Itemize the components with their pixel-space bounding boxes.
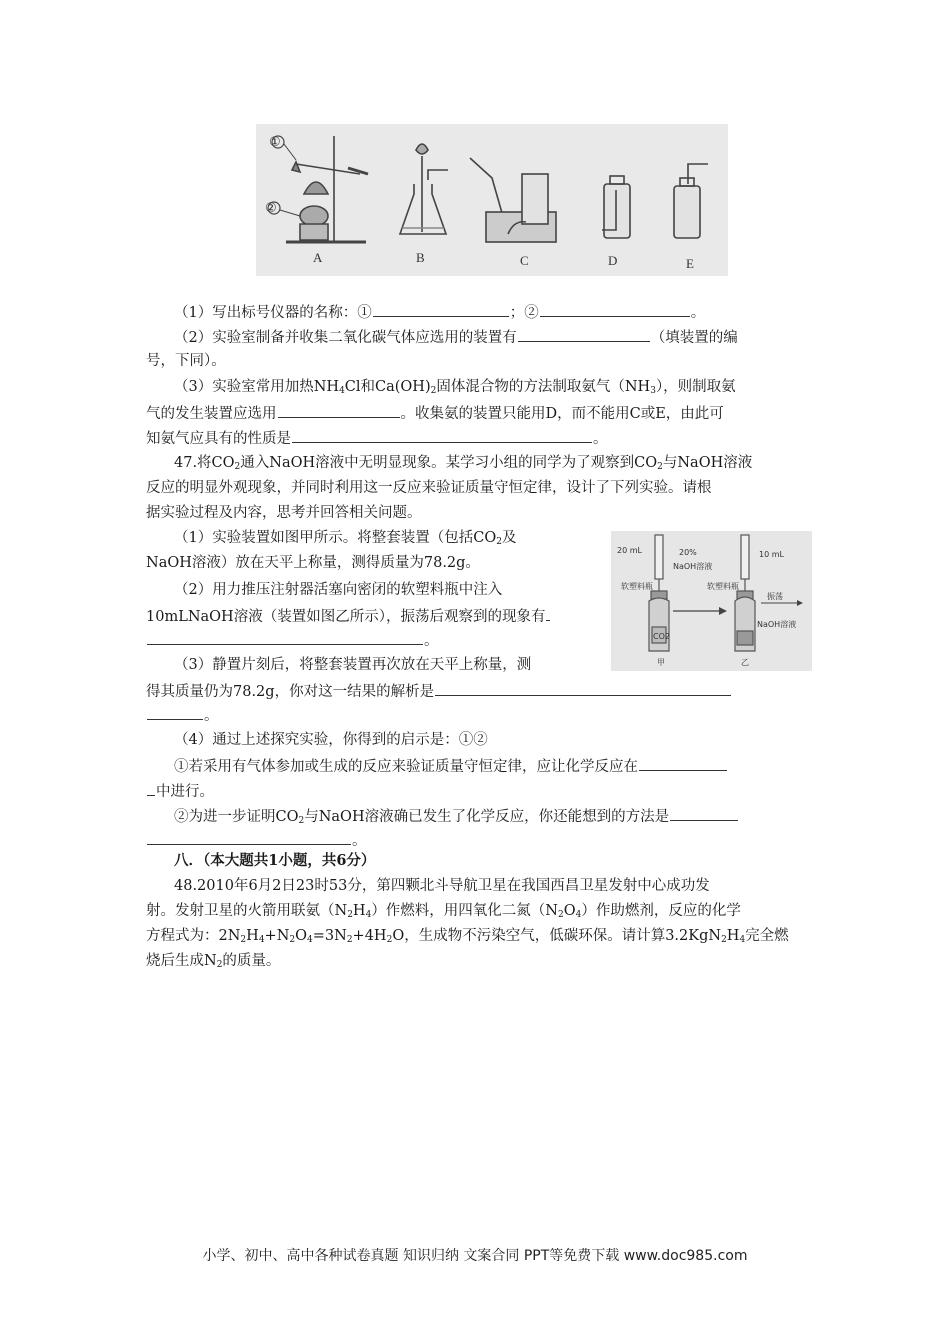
answer-blank[interactable] [147, 827, 351, 845]
q46-part1: （1）写出标号仪器的名称：① ；② 。 [174, 299, 810, 323]
answer-blank[interactable] [518, 324, 650, 342]
q47-intro-line3: 据实验过程及内容，思考并回答相关问题。 [146, 505, 422, 521]
q47-step1-cont: NaOH溶液）放在天平上称量，测得质量为78.2g。 [146, 555, 480, 571]
q48-line2: 射。发射卫星的火箭用联氨$(N_2H_4)$作燃料，用四氧化二氮$(N_2O_4)$作助燃剂，反应的化学 [146, 903, 741, 920]
apparatus-figure [256, 124, 728, 276]
answer-blank[interactable] [278, 400, 400, 418]
apparatus-e [674, 164, 708, 238]
answer-blank[interactable] [546, 603, 550, 621]
q47-step2-cont: 10mLNaOH溶液（装置如图乙所示），振荡后观察到的现象有 [146, 603, 596, 627]
section-8-title: 八．（本大题共1小题，共6分） [174, 852, 376, 869]
q47-step4-item1: ①若采用有气体参加或生成的反应来验证质量守恒定律，应让化学反应在 [174, 753, 810, 777]
q48-line1: 48.2010年6月2日23时53分，第四颗北斗导航卫星在我国西昌卫星发射中心成功发 [174, 878, 710, 894]
label-yi: 乙 [741, 658, 749, 667]
apparatus-b [400, 144, 448, 234]
q48-line4: 烧后生成$N_2$的质量。 [146, 953, 281, 970]
q46-part3: （3）实验室常用加热$NH_4Cl$和$Ca(OH)_2$固体混合物的方法制取氨气$(NH_3)$，则制取氨 [174, 379, 736, 396]
label-jia: 甲 [657, 658, 665, 667]
liquid-label: NaOH溶液 [757, 620, 797, 629]
page-footer: 小学、初中、高中各种试卷真题 知识归纳 文案合同 PPT等免费下载 www.doc985.com [202, 1248, 748, 1264]
shake-arrow-head [797, 600, 803, 606]
marker-1: ① [269, 134, 281, 149]
q47-intro-line1: 47.将$CO_2$通入NaOH溶液中无明显现象。某学习小组的同学为了观察到$CO_2$与NaOH溶液 [174, 455, 753, 472]
answer-blank[interactable] [639, 753, 727, 771]
apparatus-a [268, 136, 368, 242]
solution-label: NaOH溶液 [673, 562, 713, 571]
apparatus-d [602, 176, 630, 238]
answer-blank[interactable] [540, 299, 690, 317]
setup-yi [735, 535, 755, 651]
q48-line3: 方程式为：$2N_2H_4+N_2O_4=3N_2+4H_2O$，生成物不污染空气，低碳环保。请计算$3.2KgN_2H_4$完全燃 [146, 928, 789, 945]
answer-blank[interactable] [292, 425, 592, 443]
q47-step4: （4）通过上述探究实验，你得到的启示是：①② [174, 732, 488, 748]
label-c: C [520, 253, 529, 268]
q46-part2: （2）实验室制备并收集二氧化碳气体应选用的装置有 （填装置的编 [174, 324, 810, 348]
shake-label: 振荡 [767, 592, 783, 601]
marker-2: ② [265, 200, 277, 215]
q46-part3-line3: 知氨气应具有的性质是 。 [146, 425, 810, 449]
experiment-figure [611, 531, 812, 671]
label-d: D [608, 253, 618, 268]
answer-blank[interactable] [670, 803, 738, 821]
apparatus-drawing [256, 124, 728, 276]
answer-blank[interactable] [435, 678, 731, 696]
experiment-drawing [611, 531, 812, 671]
arrow-head [719, 607, 727, 615]
concentration-label: 20% [679, 548, 697, 557]
q47-step2: （2）用力推压注射器活塞向密闭的软塑料瓶中注入 [174, 582, 503, 598]
q47-intro-line2: 反应的明显外观现象，并同时利用这一反应来验证质量守恒定律，设计了下列实验。请根 [146, 480, 712, 496]
apparatus-c [470, 158, 556, 242]
q47-step1: （1）实验装置如图甲所示。将整套装置（包括$CO_2$及 [174, 530, 517, 547]
label-b: B [416, 250, 425, 265]
syringe-right-label: 10 mL [759, 550, 784, 559]
answer-blank[interactable] [147, 702, 203, 720]
answer-blank[interactable] [147, 627, 423, 645]
q47-step4-item1-cont: 中进行。 [146, 778, 810, 802]
q47-step2-blank: 。 [146, 627, 596, 651]
q46-part3-line2: 气的发生装置应选用 。收集氨的装置只能用D，而不能用C或E，由此可 [146, 400, 810, 424]
q47-step3-cont: 得其质量仍为78.2g，你对这一结果的解析是 [146, 678, 810, 702]
gas-label: CO2 [653, 632, 670, 641]
bottle-label-right: 软塑料瓶 [707, 582, 739, 591]
q47-step4-item2-blank: 。 [146, 827, 810, 851]
q47-step3: （3）静置片刻后，将整套装置再次放在天平上称量，测 [174, 657, 532, 673]
syringe-left-label: 20 mL [617, 546, 642, 555]
bottle-label-left: 软塑料瓶 [621, 582, 653, 591]
answer-blank[interactable] [147, 778, 155, 796]
label-a: A [313, 250, 323, 265]
q47-step4-item2: ②为进一步证明$CO_2$与NaOH溶液确已发生了化学反应，你还能想到的方法是 [174, 803, 810, 827]
q47-step3-blank: 。 [146, 702, 810, 726]
label-e: E [686, 256, 694, 271]
answer-blank[interactable] [373, 299, 509, 317]
q46-part2-cont: 号，下同）。 [146, 353, 226, 369]
